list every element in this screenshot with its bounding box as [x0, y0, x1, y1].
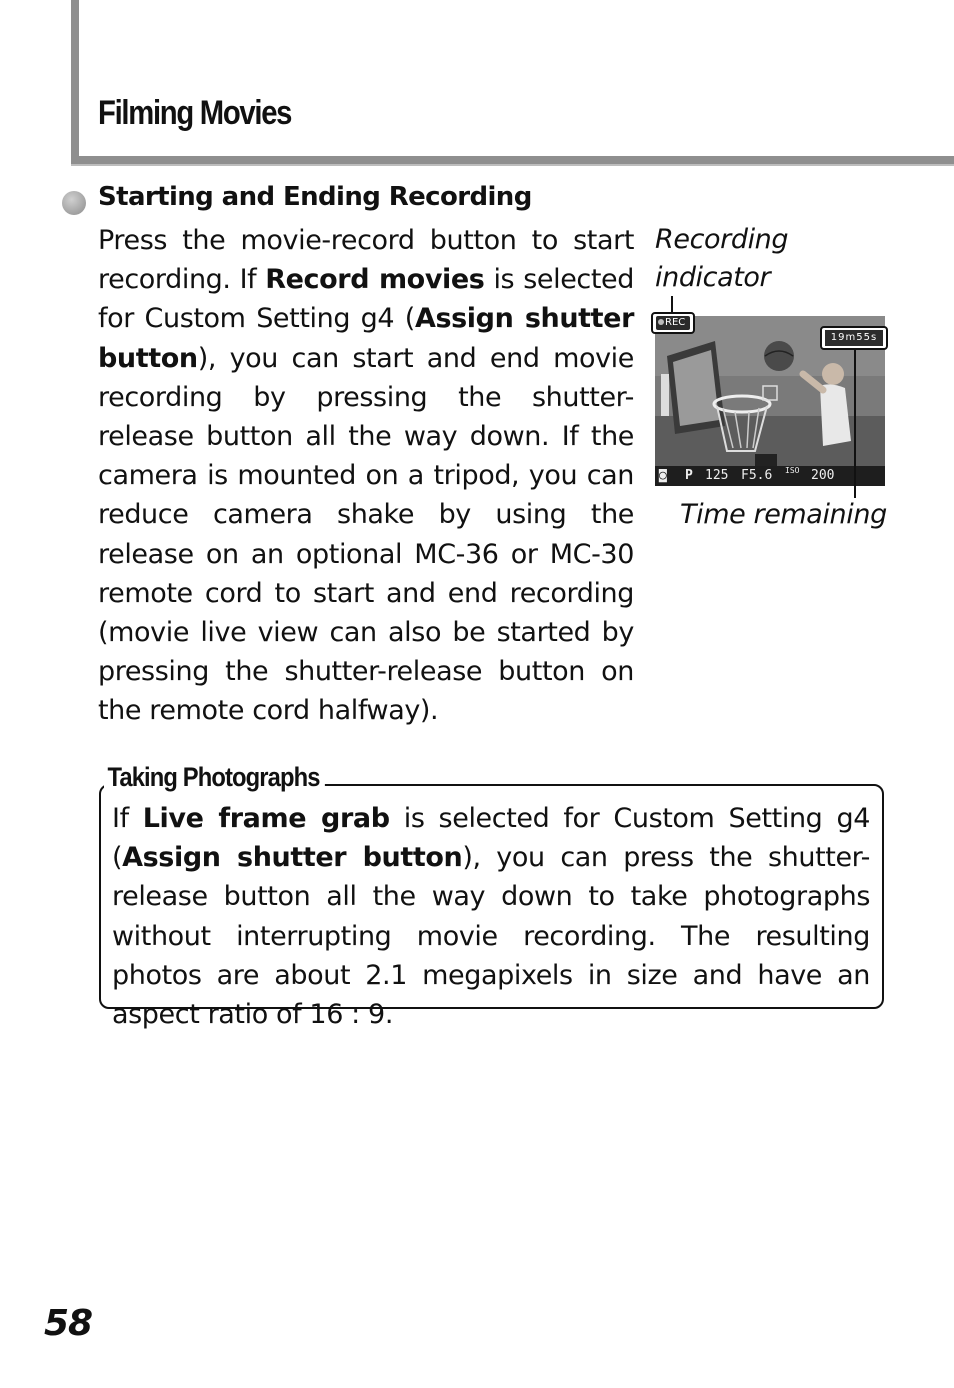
record-dot-icon	[658, 319, 664, 325]
body-text-run: is selected for Custom Setting g4 (	[98, 264, 634, 335]
page-number: 58	[44, 1303, 93, 1344]
iso-value: 200	[811, 468, 835, 483]
note-text-run: If	[112, 803, 143, 834]
time-leader-line	[854, 348, 856, 498]
recording-leader-line	[671, 296, 673, 314]
time-remaining-badge	[820, 326, 888, 350]
caption-time-remaining: Time remaining	[680, 499, 887, 530]
metering-icon: ◙	[659, 468, 667, 483]
caption-recording-indicator: Recording indicator	[655, 224, 789, 293]
section-bullet-icon	[62, 191, 86, 215]
aperture-value: F5.6	[741, 468, 773, 483]
page-title: Filming Movies	[98, 94, 292, 132]
body-bold-assign-shutter: Assign shutter button	[98, 303, 634, 374]
note-title: Taking Photographs	[104, 762, 325, 793]
rec-label: REC	[665, 317, 686, 328]
shutter-speed: 125	[705, 468, 729, 483]
section-body	[98, 221, 634, 731]
note-bold-live-frame-grab: Live frame grab	[142, 803, 390, 834]
camera-status-bar	[655, 466, 885, 486]
note-bold-assign-shutter: Assign shutter button	[122, 842, 463, 874]
time-remaining-value: 19m55s	[825, 330, 883, 346]
exposure-mode: P	[685, 468, 693, 483]
recording-indicator-badge	[651, 312, 695, 334]
body-text-run: ), you can start and end movie recording by pressing the shutter-release button all the way down. If the camera is mounted on a tripod, you can reduce camera shake by using the release on an optional MC-36 or MC-30 remote cord to start and end recording (movie live view can also be started by pressing the shutter-release button on the remote cord halfway).	[98, 342, 634, 727]
page-frame-top-rule	[71, 156, 954, 164]
page-frame-left-rule	[71, 0, 79, 166]
body-text-run: Press the movie-record button to start recording. If	[98, 225, 634, 296]
note-text-run: ), you can press the shutter-release button all the way down to take photographs without interrupting movie recording. The resulting photos are about 2.1 megapixels in size and have an aspect ratio of 16 : 9.	[112, 842, 870, 1031]
note-body	[112, 799, 870, 1034]
note-text-run: is selected for Custom Setting g4 (	[112, 803, 870, 874]
iso-label: ISO	[785, 466, 800, 475]
section-heading: Starting and Ending Recording	[98, 182, 532, 212]
body-bold-record-movies: Record movies	[265, 264, 485, 296]
